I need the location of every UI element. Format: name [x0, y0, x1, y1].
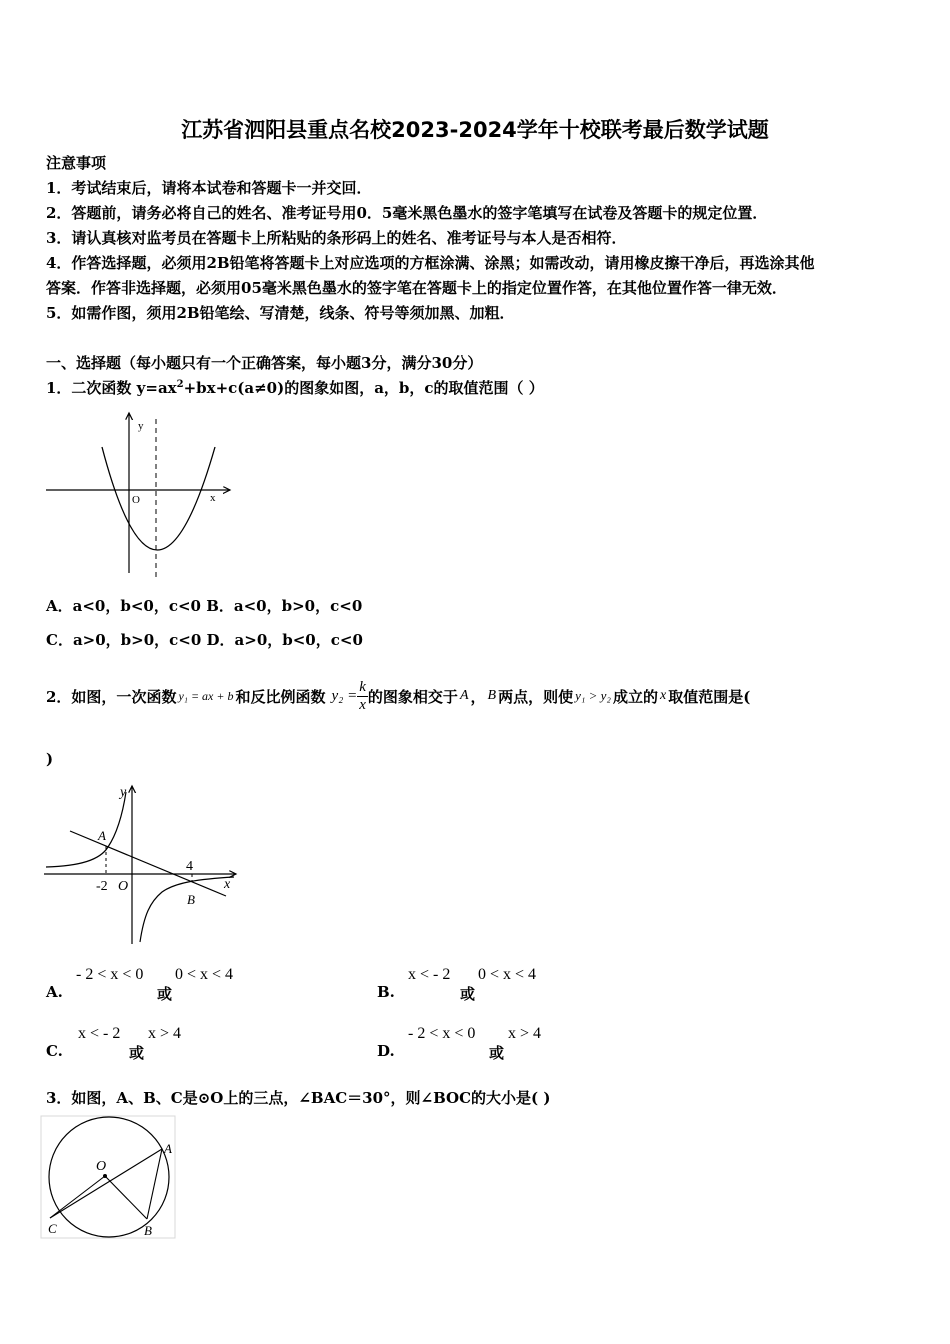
tick-4: 4 — [186, 859, 193, 874]
q2-text-6: 取值范围是( — [668, 687, 751, 706]
q2-text-3: 的图象相交于 — [367, 687, 458, 706]
q2-stem — [46, 664, 750, 728]
q1-stem-b: +bx+c(a≠0)的图象如图，a，b，c的取值范围（ ） — [183, 379, 544, 397]
parabola-curve — [102, 447, 215, 550]
q1-parabola-figure — [40, 405, 240, 585]
origin-label: O — [132, 494, 140, 506]
q2-var-x: x — [659, 688, 667, 703]
hyperbola-branch-left — [46, 792, 126, 867]
note-item: 2．答题前，请务必将自己的姓名、准考证号用0．5毫米黑色墨水的签字笔填写在试卷及答题卡的规定位置． — [46, 204, 768, 222]
note-item: 1．考试结束后，请将本试卷和答题卡一并交回． — [46, 179, 372, 197]
q2-text-5: 成立的 — [612, 687, 658, 706]
x-label: x — [210, 492, 216, 504]
origin-label: O — [118, 879, 129, 894]
q2-text-2: 和反比例函数 — [235, 687, 326, 706]
q1-superscript: 2 — [176, 379, 184, 390]
page-title: 江苏省泗阳县重点名校2023-2024学年十校联考最后数学试题 — [181, 118, 769, 142]
q2-close-paren: ) — [46, 750, 54, 768]
q2-option-a-math2: 0 < x < 4 — [175, 966, 234, 983]
q2-option-a-or: 或 — [157, 985, 173, 1003]
q2-text-4: 两点，则使 — [498, 687, 574, 706]
q2-fraction-numerator: k — [359, 678, 366, 695]
x-label: x — [224, 877, 231, 892]
tick-neg2: -2 — [96, 879, 108, 894]
q2-comma: ， — [470, 687, 486, 706]
y-label: y — [120, 785, 127, 800]
line-graph — [70, 831, 226, 896]
figure-frame — [41, 1116, 175, 1238]
q2-option-a-label: A. — [46, 983, 63, 1001]
notes-heading: 注意事项 — [46, 154, 107, 172]
note-item: 5．如需作图，须用2B铅笔绘、写清楚，线条、符号等须加黑、加粗． — [46, 304, 515, 322]
segment-oc — [50, 1176, 105, 1218]
q2-point-b: B — [487, 688, 497, 703]
point-a-label: A — [98, 828, 106, 843]
q2-option-a-math1: - 2 < x < 0 — [76, 966, 144, 983]
q1-stem-a: 1．二次函数 y=ax — [46, 379, 177, 397]
q2-option-d-math2: x > 4 — [508, 1025, 542, 1042]
q2-option-d-or: 或 — [489, 1044, 505, 1062]
label-o: O — [96, 1159, 107, 1174]
q2-option-c-math2: x > 4 — [148, 1025, 182, 1042]
q1-options-row2: C．a>0，b>0，c<0 D．a>0，b<0，c<0 — [46, 631, 363, 649]
q2-option-c-label: C. — [46, 1042, 63, 1060]
q2-fraction-denominator: x — [359, 696, 366, 713]
note-item: 3．请认真核对监考员在答题卡上所粘贴的条形码上的姓名、准考证号与本人是否相符． — [46, 229, 627, 247]
q3-stem: 3．如图，A、B、C是⊙O上的三点，∠BAC＝30°，则∠BOC的大小是( ) — [46, 1089, 551, 1107]
section-heading: 一、选择题（每小题只有一个正确答案，每小题3分，满分30分） — [46, 354, 483, 372]
y-label: y — [138, 420, 144, 432]
q2-hyperbola-figure — [40, 780, 245, 948]
point-b-label: B — [187, 892, 195, 907]
q2-option-c-math1: x < - 2 — [78, 1025, 121, 1042]
q2-option-d-label: D. — [377, 1042, 395, 1060]
q2-inequality: y₁ > y₂ — [575, 688, 611, 703]
q2-formula-lhs: y₂ = — [331, 687, 358, 704]
circle-o — [49, 1117, 169, 1237]
note-item: 答案．作答非选择题，必须用05毫米黑色墨水的签字笔在答题卡上的指定位置作答，在其他位置作答一律无效． — [46, 279, 787, 297]
q2-option-b-math2: 0 < x < 4 — [478, 966, 537, 983]
label-a: A — [164, 1141, 172, 1156]
q2-option-d-math1: - 2 < x < 0 — [408, 1025, 476, 1042]
q2-point-a: A — [459, 688, 469, 703]
q2-option-b-math1: x < - 2 — [408, 966, 451, 983]
label-b: B — [144, 1223, 152, 1238]
q1-options-row1: A．a<0，b<0，c<0 B．a<0，b>0，c<0 — [46, 597, 363, 615]
label-c: C — [48, 1221, 57, 1236]
q2-fraction — [357, 679, 368, 714]
q1-stem — [46, 377, 544, 398]
q2-formula-linear: y₁ = ax + b — [178, 688, 234, 703]
q2-text-1: 2．如图，一次函数 — [46, 687, 177, 706]
segment-ob — [105, 1176, 147, 1219]
q2-option-c-or: 或 — [129, 1044, 145, 1062]
q2-option-b-label: B. — [377, 983, 395, 1001]
hyperbola-branch-right — [140, 877, 234, 942]
q3-circle-figure — [40, 1115, 180, 1243]
q2-option-b-or: 或 — [460, 985, 476, 1003]
note-item: 4．作答选择题，必须用2B铅笔将答题卡上对应选项的方框涂满、涂黑；如需改动，请用橡皮擦干净后，再选涂其他 — [46, 254, 815, 272]
